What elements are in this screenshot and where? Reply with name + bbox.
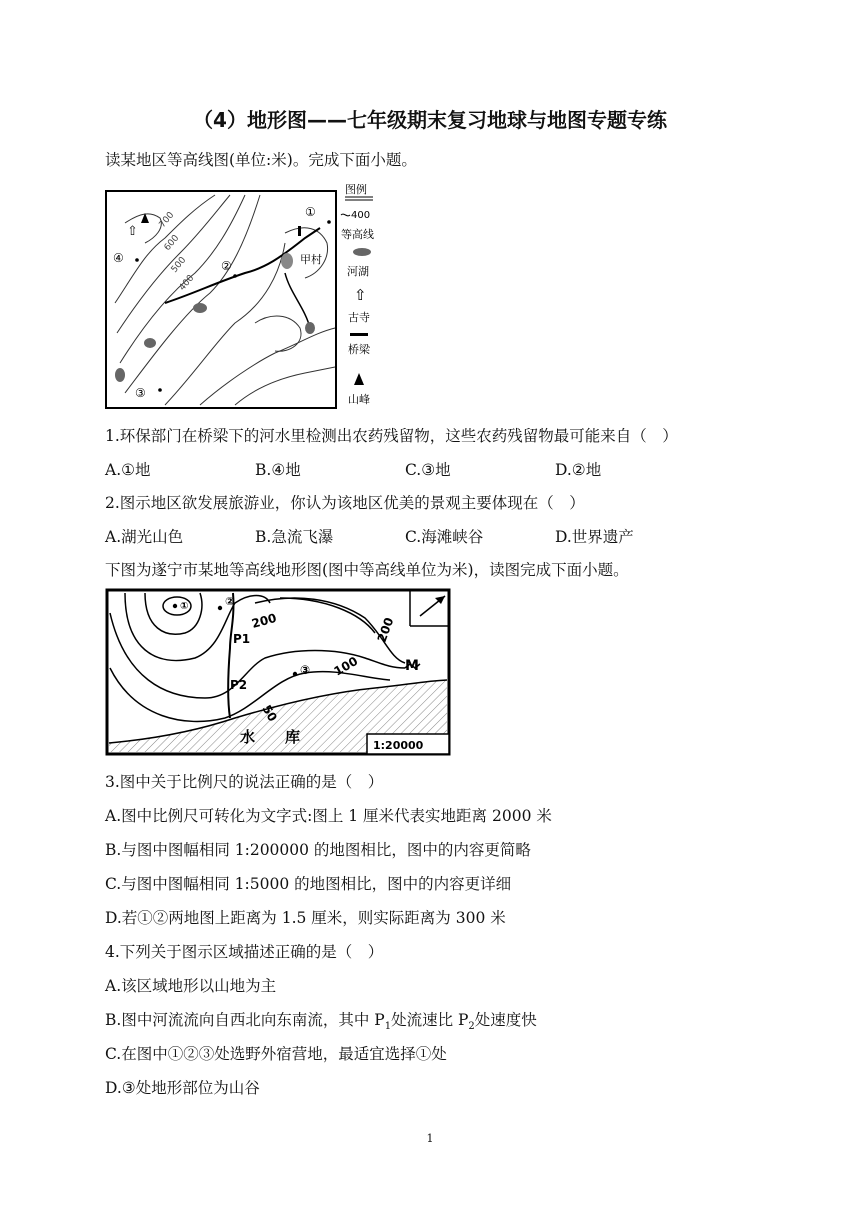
page-number: 1 (426, 1132, 434, 1145)
bridge-icon (350, 333, 368, 336)
map-legend (341, 183, 374, 406)
place-1: ① (305, 205, 316, 219)
q4-option-c: C.在图中①②③处选野外宿营地，最适宜选择①处 (105, 1045, 447, 1063)
legend-bridge: 桥梁 (348, 343, 370, 356)
question-3-stem: 3.图中关于比例尺的说法正确的是（ ） (105, 773, 384, 791)
village-symbol (281, 253, 293, 269)
contour-label: 500 (169, 255, 189, 275)
scale-label: 1:20000 (373, 739, 424, 752)
legend-peak: 山峰 (348, 393, 370, 406)
village-label: 甲村 (300, 253, 322, 266)
temple-icon: ⇧ (127, 224, 138, 239)
contour-label: 600 (162, 233, 182, 253)
question-1-stem: 1.环保部门在桥梁下的河水里检测出农药残留物，这些农药残留物最可能来自（ ） (105, 427, 678, 445)
subscript: 2 (468, 1021, 475, 1033)
contour-label: 400 (177, 273, 197, 293)
q2-option-c: C.海滩峡谷 (405, 528, 484, 546)
q2-option-b: B.急流飞瀑 (255, 528, 334, 546)
contour-label: 50 (259, 702, 280, 724)
q4-option-b (105, 1008, 537, 1032)
contour-map-1 (105, 183, 390, 410)
lake (193, 303, 207, 313)
legend-temple: 古寺 (348, 311, 370, 324)
place-1: ① (180, 601, 189, 612)
question-4-stem: 4.下列关于图示区域描述正确的是（ ） (105, 943, 384, 961)
contour-map-2 (105, 588, 453, 756)
lake (115, 368, 125, 382)
legend-lake: 河湖 (347, 265, 369, 278)
point-m: M (405, 658, 419, 674)
q4-option-d: D.③处地形部位为山谷 (105, 1079, 260, 1097)
contour-label: 700 (157, 210, 177, 230)
reservoir-label: 水 库 (240, 728, 301, 746)
q2-option-a: A.湖光山色 (105, 528, 184, 546)
q1-option-b: B.④地 (255, 461, 301, 479)
temple-icon: ⇧ (354, 286, 367, 304)
page-title: （4）地形图——七年级期末复习地球与地图专题专练 (193, 108, 667, 132)
q4-option-a: A.该区域地形以山地为主 (105, 977, 277, 995)
legend-contour-value: 400 (351, 210, 371, 221)
intro-2: 下图为遂宁市某地等高线地形图(图中等高线单位为米)，读图完成下面小题。 (105, 561, 629, 579)
lake (144, 338, 156, 348)
q4-option-b-part: 处流速比 P (391, 1011, 469, 1029)
point-p1: P1 (233, 632, 251, 646)
contour-label: 100 (331, 653, 361, 679)
place-2: ② (221, 259, 232, 273)
q3-option-b: B.与图中图幅相同 1:200000 的地图相比，图中的内容更简略 (105, 841, 531, 859)
question-2-stem: 2.图示地区欲发展旅游业，你认为该地区优美的景观主要体现在（ ） (105, 494, 585, 512)
legend-title: 图例 (345, 183, 367, 196)
q1-option-d: D.②地 (555, 461, 602, 479)
q4-option-b-part: B.图中河流流向自西北向东南流，其中 P (105, 1011, 385, 1029)
place-2: ② (225, 595, 235, 608)
q1-option-c: C.③地 (405, 461, 451, 479)
contour-label: 200 (250, 610, 278, 631)
contour-label: 200 (374, 615, 397, 645)
place-4: ④ (113, 251, 124, 265)
q3-option-d: D.若①②两地图上距离为 1.5 厘米，则实际距离为 300 米 (105, 909, 506, 927)
legend-contour: 等高线 (341, 228, 374, 241)
q4-option-b-part: 处速度快 (474, 1011, 537, 1029)
q3-option-c: C.与图中图幅相同 1:5000 的地图相比，图中的内容更详细 (105, 875, 512, 893)
place-3: ③ (300, 663, 311, 677)
q3-option-a: A.图中比例尺可转化为文字式:图上 1 厘米代表实地距离 2000 米 (105, 807, 552, 825)
q1-option-a: A.①地 (105, 461, 151, 479)
point-p2: P2 (230, 678, 248, 692)
lake (305, 322, 315, 334)
place-3: ③ (135, 386, 146, 400)
subscript: 1 (384, 1021, 392, 1033)
q2-option-d: D.世界遗产 (555, 528, 634, 546)
bridge-icon (298, 226, 301, 236)
peak-icon (354, 373, 364, 385)
intro-1: 读某地区等高线图(单位:米)。完成下面小题。 (105, 151, 417, 169)
